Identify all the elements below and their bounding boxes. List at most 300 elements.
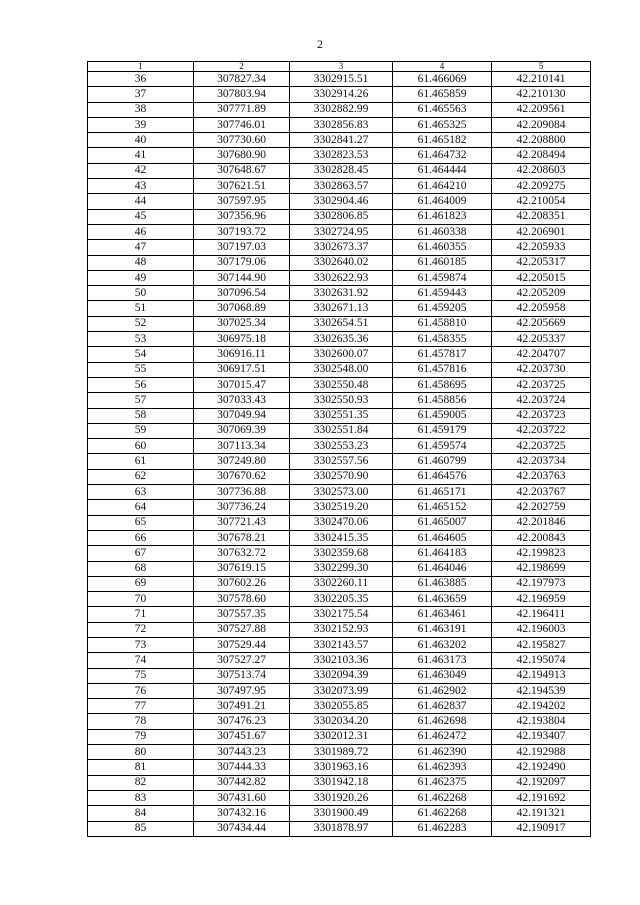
y-cell: 3302673.37 — [290, 240, 393, 255]
latitude-cell: 61.459874 — [393, 270, 492, 285]
latitude-cell: 61.462375 — [393, 775, 492, 790]
point-number-cell: 70 — [88, 592, 194, 607]
x-cell: 307442.82 — [194, 775, 290, 790]
table-row — [88, 607, 591, 622]
x-cell: 307527.27 — [194, 653, 290, 668]
latitude-cell: 61.466069 — [393, 72, 492, 87]
point-number-cell: 63 — [88, 485, 194, 500]
latitude-cell: 61.457816 — [393, 362, 492, 377]
point-number-cell: 55 — [88, 362, 194, 377]
y-cell: 3301920.26 — [290, 790, 393, 805]
longitude-cell: 42.203763 — [492, 469, 591, 484]
column-header-4: 4 — [393, 62, 492, 72]
table-row — [88, 286, 591, 301]
y-cell: 3302640.02 — [290, 255, 393, 270]
table-row — [88, 530, 591, 545]
x-cell: 307451.67 — [194, 729, 290, 744]
table-row — [88, 393, 591, 408]
point-number-cell: 67 — [88, 546, 194, 561]
point-number-cell: 68 — [88, 561, 194, 576]
y-cell: 3301942.18 — [290, 775, 393, 790]
y-cell: 3302856.83 — [290, 117, 393, 132]
latitude-cell: 61.464576 — [393, 469, 492, 484]
x-cell: 307431.60 — [194, 790, 290, 805]
column-header-1: 1 — [88, 62, 194, 72]
table-row — [88, 439, 591, 454]
table-row — [88, 179, 591, 194]
y-cell: 3302143.57 — [290, 637, 393, 652]
table-row — [88, 133, 591, 148]
latitude-cell: 61.463202 — [393, 637, 492, 652]
latitude-cell: 61.465325 — [393, 117, 492, 132]
table-row — [88, 546, 591, 561]
x-cell: 307513.74 — [194, 668, 290, 683]
latitude-cell: 61.465859 — [393, 87, 492, 102]
x-cell: 307432.16 — [194, 806, 290, 821]
latitude-cell: 61.459574 — [393, 439, 492, 454]
y-cell: 3302635.36 — [290, 332, 393, 347]
longitude-cell: 42.209561 — [492, 102, 591, 117]
longitude-cell: 42.194539 — [492, 683, 591, 698]
longitude-cell: 42.202759 — [492, 500, 591, 515]
y-cell: 3302823.53 — [290, 148, 393, 163]
table-row — [88, 683, 591, 698]
x-cell: 306975.18 — [194, 332, 290, 347]
table-body — [88, 72, 591, 837]
table-row — [88, 454, 591, 469]
table-row — [88, 622, 591, 637]
table-row — [88, 561, 591, 576]
y-cell: 3302915.51 — [290, 72, 393, 87]
point-number-cell: 80 — [88, 745, 194, 760]
x-cell: 307736.24 — [194, 500, 290, 515]
point-number-cell: 85 — [88, 821, 194, 836]
point-number-cell: 42 — [88, 163, 194, 178]
point-number-cell: 62 — [88, 469, 194, 484]
x-cell: 307670.62 — [194, 469, 290, 484]
longitude-cell: 42.208494 — [492, 148, 591, 163]
x-cell: 307678.21 — [194, 530, 290, 545]
x-cell: 307113.34 — [194, 439, 290, 454]
point-number-cell: 66 — [88, 530, 194, 545]
latitude-cell: 61.458695 — [393, 377, 492, 392]
longitude-cell: 42.200843 — [492, 530, 591, 545]
longitude-cell: 42.195074 — [492, 653, 591, 668]
point-number-cell: 61 — [88, 454, 194, 469]
longitude-cell: 42.199823 — [492, 546, 591, 561]
table-row — [88, 148, 591, 163]
point-number-cell: 57 — [88, 393, 194, 408]
x-cell: 307557.35 — [194, 607, 290, 622]
y-cell: 3302470.06 — [290, 515, 393, 530]
latitude-cell: 61.463885 — [393, 576, 492, 591]
point-number-cell: 37 — [88, 87, 194, 102]
longitude-cell: 42.195827 — [492, 637, 591, 652]
y-cell: 3302415.35 — [290, 530, 393, 545]
longitude-cell: 42.203722 — [492, 423, 591, 438]
x-cell: 307033.43 — [194, 393, 290, 408]
y-cell: 3302550.93 — [290, 393, 393, 408]
latitude-cell: 61.458856 — [393, 393, 492, 408]
y-cell: 3302034.20 — [290, 714, 393, 729]
latitude-cell: 61.458810 — [393, 316, 492, 331]
y-cell: 3302724.95 — [290, 224, 393, 239]
point-number-cell: 45 — [88, 209, 194, 224]
x-cell: 307736.88 — [194, 485, 290, 500]
latitude-cell: 61.462268 — [393, 790, 492, 805]
longitude-cell: 42.210054 — [492, 194, 591, 209]
table-row — [88, 653, 591, 668]
point-number-cell: 84 — [88, 806, 194, 821]
x-cell: 307444.33 — [194, 760, 290, 775]
latitude-cell: 61.460338 — [393, 224, 492, 239]
longitude-cell: 42.196003 — [492, 622, 591, 637]
x-cell: 307771.89 — [194, 102, 290, 117]
y-cell: 3302654.51 — [290, 316, 393, 331]
latitude-cell: 61.462472 — [393, 729, 492, 744]
point-number-cell: 51 — [88, 301, 194, 316]
table-row — [88, 714, 591, 729]
x-cell: 306916.11 — [194, 347, 290, 362]
latitude-cell: 61.462283 — [393, 821, 492, 836]
x-cell: 307193.72 — [194, 224, 290, 239]
longitude-cell: 42.203725 — [492, 377, 591, 392]
table-row — [88, 224, 591, 239]
y-cell: 3301900.49 — [290, 806, 393, 821]
point-number-cell: 50 — [88, 286, 194, 301]
column-header-2: 2 — [194, 62, 290, 72]
table-row — [88, 806, 591, 821]
table-row — [88, 377, 591, 392]
page-number: 2 — [317, 37, 323, 51]
longitude-cell: 42.205337 — [492, 332, 591, 347]
latitude-cell: 61.464009 — [393, 194, 492, 209]
table-row — [88, 790, 591, 805]
table-row — [88, 209, 591, 224]
y-cell: 3302622.93 — [290, 270, 393, 285]
point-number-cell: 76 — [88, 683, 194, 698]
longitude-cell: 42.203725 — [492, 439, 591, 454]
y-cell: 3302055.85 — [290, 699, 393, 714]
table-row — [88, 362, 591, 377]
y-cell: 3302205.35 — [290, 592, 393, 607]
y-cell: 3302299.30 — [290, 561, 393, 576]
latitude-cell: 61.464605 — [393, 530, 492, 545]
x-cell: 307025.34 — [194, 316, 290, 331]
longitude-cell: 42.205958 — [492, 301, 591, 316]
x-cell: 307619.15 — [194, 561, 290, 576]
longitude-cell: 42.203734 — [492, 454, 591, 469]
latitude-cell: 61.459179 — [393, 423, 492, 438]
table-row — [88, 500, 591, 515]
latitude-cell: 61.462698 — [393, 714, 492, 729]
point-number-cell: 60 — [88, 439, 194, 454]
latitude-cell: 61.463191 — [393, 622, 492, 637]
longitude-cell: 42.203724 — [492, 393, 591, 408]
point-number-cell: 83 — [88, 790, 194, 805]
y-cell: 3302073.99 — [290, 683, 393, 698]
x-cell: 307632.72 — [194, 546, 290, 561]
y-cell: 3302094.39 — [290, 668, 393, 683]
latitude-cell: 61.460185 — [393, 255, 492, 270]
longitude-cell: 42.205015 — [492, 270, 591, 285]
point-number-cell: 53 — [88, 332, 194, 347]
y-cell: 3302551.84 — [290, 423, 393, 438]
y-cell: 3302551.35 — [290, 408, 393, 423]
y-cell: 3302573.00 — [290, 485, 393, 500]
table-row — [88, 270, 591, 285]
point-number-cell: 56 — [88, 377, 194, 392]
longitude-cell: 42.205933 — [492, 240, 591, 255]
y-cell: 3301963.16 — [290, 760, 393, 775]
y-cell: 3302548.00 — [290, 362, 393, 377]
longitude-cell: 42.192988 — [492, 745, 591, 760]
coordinates-table — [87, 61, 591, 837]
table-row — [88, 668, 591, 683]
y-cell: 3302103.36 — [290, 653, 393, 668]
point-number-cell: 74 — [88, 653, 194, 668]
point-number-cell: 69 — [88, 576, 194, 591]
y-cell: 3301989.72 — [290, 745, 393, 760]
y-cell: 3302863.57 — [290, 179, 393, 194]
longitude-cell: 42.192490 — [492, 760, 591, 775]
longitude-cell: 42.198699 — [492, 561, 591, 576]
longitude-cell: 42.205669 — [492, 316, 591, 331]
point-number-cell: 77 — [88, 699, 194, 714]
longitude-cell: 42.196411 — [492, 607, 591, 622]
x-cell: 307096.54 — [194, 286, 290, 301]
table-row — [88, 423, 591, 438]
y-cell: 3302841.27 — [290, 133, 393, 148]
table-row — [88, 194, 591, 209]
longitude-cell: 42.191321 — [492, 806, 591, 821]
table-row — [88, 760, 591, 775]
point-number-cell: 64 — [88, 500, 194, 515]
x-cell: 307597.95 — [194, 194, 290, 209]
latitude-cell: 61.464183 — [393, 546, 492, 561]
x-cell: 307144.90 — [194, 270, 290, 285]
longitude-cell: 42.204707 — [492, 347, 591, 362]
x-cell: 307049.94 — [194, 408, 290, 423]
longitude-cell: 42.209084 — [492, 117, 591, 132]
longitude-cell: 42.194202 — [492, 699, 591, 714]
y-cell: 3301878.97 — [290, 821, 393, 836]
table-row — [88, 485, 591, 500]
y-cell: 3302012.31 — [290, 729, 393, 744]
table-row — [88, 775, 591, 790]
y-cell: 3302550.48 — [290, 377, 393, 392]
point-number-cell: 39 — [88, 117, 194, 132]
point-number-cell: 82 — [88, 775, 194, 790]
latitude-cell: 61.463461 — [393, 607, 492, 622]
y-cell: 3302914.26 — [290, 87, 393, 102]
point-number-cell: 75 — [88, 668, 194, 683]
y-cell: 3302553.23 — [290, 439, 393, 454]
longitude-cell: 42.197973 — [492, 576, 591, 591]
y-cell: 3302600.07 — [290, 347, 393, 362]
table-row — [88, 117, 591, 132]
point-number-cell: 47 — [88, 240, 194, 255]
table-row — [88, 240, 591, 255]
y-cell: 3302904.46 — [290, 194, 393, 209]
table-row — [88, 72, 591, 87]
longitude-cell: 42.208603 — [492, 163, 591, 178]
latitude-cell: 61.462390 — [393, 745, 492, 760]
x-cell: 307179.06 — [194, 255, 290, 270]
longitude-cell: 42.194913 — [492, 668, 591, 683]
table-row — [88, 255, 591, 270]
table-row — [88, 316, 591, 331]
x-cell: 307356.96 — [194, 209, 290, 224]
y-cell: 3302359.68 — [290, 546, 393, 561]
x-cell: 307803.94 — [194, 87, 290, 102]
point-number-cell: 40 — [88, 133, 194, 148]
longitude-cell: 42.205317 — [492, 255, 591, 270]
latitude-cell: 61.465171 — [393, 485, 492, 500]
table-row — [88, 745, 591, 760]
y-cell: 3302806.85 — [290, 209, 393, 224]
longitude-cell: 42.203730 — [492, 362, 591, 377]
latitude-cell: 61.461823 — [393, 209, 492, 224]
point-number-cell: 52 — [88, 316, 194, 331]
latitude-cell: 61.458355 — [393, 332, 492, 347]
y-cell: 3302519.20 — [290, 500, 393, 515]
table-row — [88, 637, 591, 652]
latitude-cell: 61.460799 — [393, 454, 492, 469]
x-cell: 307069.39 — [194, 423, 290, 438]
point-number-cell: 79 — [88, 729, 194, 744]
table-row — [88, 729, 591, 744]
point-number-cell: 44 — [88, 194, 194, 209]
x-cell: 307529.44 — [194, 637, 290, 652]
point-number-cell: 71 — [88, 607, 194, 622]
longitude-cell: 42.191692 — [492, 790, 591, 805]
longitude-cell: 42.193407 — [492, 729, 591, 744]
longitude-cell: 42.193804 — [492, 714, 591, 729]
x-cell: 307621.51 — [194, 179, 290, 194]
latitude-cell: 61.464210 — [393, 179, 492, 194]
longitude-cell: 42.192097 — [492, 775, 591, 790]
y-cell: 3302260.11 — [290, 576, 393, 591]
x-cell: 307015.47 — [194, 377, 290, 392]
latitude-cell: 61.465007 — [393, 515, 492, 530]
table-row — [88, 592, 591, 607]
y-cell: 3302152.93 — [290, 622, 393, 637]
point-number-cell: 78 — [88, 714, 194, 729]
y-cell: 3302828.45 — [290, 163, 393, 178]
point-number-cell: 54 — [88, 347, 194, 362]
point-number-cell: 72 — [88, 622, 194, 637]
x-cell: 307527.88 — [194, 622, 290, 637]
latitude-cell: 61.462393 — [393, 760, 492, 775]
y-cell: 3302557.56 — [290, 454, 393, 469]
table-row — [88, 301, 591, 316]
longitude-cell: 42.208351 — [492, 209, 591, 224]
table-row — [88, 469, 591, 484]
x-cell: 307476.23 — [194, 714, 290, 729]
x-cell: 307602.26 — [194, 576, 290, 591]
x-cell: 306917.51 — [194, 362, 290, 377]
table-row — [88, 699, 591, 714]
point-number-cell: 48 — [88, 255, 194, 270]
latitude-cell: 61.463659 — [393, 592, 492, 607]
latitude-cell: 61.464046 — [393, 561, 492, 576]
latitude-cell: 61.464444 — [393, 163, 492, 178]
point-number-cell: 49 — [88, 270, 194, 285]
latitude-cell: 61.457817 — [393, 347, 492, 362]
point-number-cell: 41 — [88, 148, 194, 163]
x-cell: 307197.03 — [194, 240, 290, 255]
point-number-cell: 81 — [88, 760, 194, 775]
longitude-cell: 42.206901 — [492, 224, 591, 239]
latitude-cell: 61.465152 — [393, 500, 492, 515]
latitude-cell: 61.459205 — [393, 301, 492, 316]
y-cell: 3302631.92 — [290, 286, 393, 301]
table-row — [88, 576, 591, 591]
y-cell: 3302175.54 — [290, 607, 393, 622]
table-row — [88, 163, 591, 178]
point-number-cell: 58 — [88, 408, 194, 423]
latitude-cell: 61.463173 — [393, 653, 492, 668]
latitude-cell: 61.460355 — [393, 240, 492, 255]
x-cell: 307746.01 — [194, 117, 290, 132]
y-cell: 3302671.13 — [290, 301, 393, 316]
longitude-cell: 42.196959 — [492, 592, 591, 607]
x-cell: 307497.95 — [194, 683, 290, 698]
latitude-cell: 61.465182 — [393, 133, 492, 148]
table-row — [88, 87, 591, 102]
latitude-cell: 61.459005 — [393, 408, 492, 423]
longitude-cell: 42.203723 — [492, 408, 591, 423]
longitude-cell: 42.190917 — [492, 821, 591, 836]
y-cell: 3302882.99 — [290, 102, 393, 117]
x-cell: 307491.21 — [194, 699, 290, 714]
point-number-cell: 36 — [88, 72, 194, 87]
table-row — [88, 515, 591, 530]
latitude-cell: 61.463049 — [393, 668, 492, 683]
longitude-cell: 42.210130 — [492, 87, 591, 102]
latitude-cell: 61.462837 — [393, 699, 492, 714]
longitude-cell: 42.209275 — [492, 179, 591, 194]
x-cell: 307827.34 — [194, 72, 290, 87]
longitude-cell: 42.205209 — [492, 286, 591, 301]
table-row — [88, 408, 591, 423]
y-cell: 3302570.90 — [290, 469, 393, 484]
longitude-cell: 42.203767 — [492, 485, 591, 500]
latitude-cell: 61.462902 — [393, 683, 492, 698]
x-cell: 307068.89 — [194, 301, 290, 316]
x-cell: 307249.80 — [194, 454, 290, 469]
table-row — [88, 332, 591, 347]
latitude-cell: 61.465563 — [393, 102, 492, 117]
point-number-cell: 65 — [88, 515, 194, 530]
x-cell: 307434.44 — [194, 821, 290, 836]
longitude-cell: 42.210141 — [492, 72, 591, 87]
table-row — [88, 347, 591, 362]
x-cell: 307721.43 — [194, 515, 290, 530]
longitude-cell: 42.201846 — [492, 515, 591, 530]
point-number-cell: 73 — [88, 637, 194, 652]
latitude-cell: 61.462268 — [393, 806, 492, 821]
x-cell: 307648.67 — [194, 163, 290, 178]
x-cell: 307443.23 — [194, 745, 290, 760]
column-header-5: 5 — [492, 62, 591, 72]
x-cell: 307578.60 — [194, 592, 290, 607]
x-cell: 307730.60 — [194, 133, 290, 148]
header-row — [88, 62, 591, 72]
latitude-cell: 61.464732 — [393, 148, 492, 163]
latitude-cell: 61.459443 — [393, 286, 492, 301]
